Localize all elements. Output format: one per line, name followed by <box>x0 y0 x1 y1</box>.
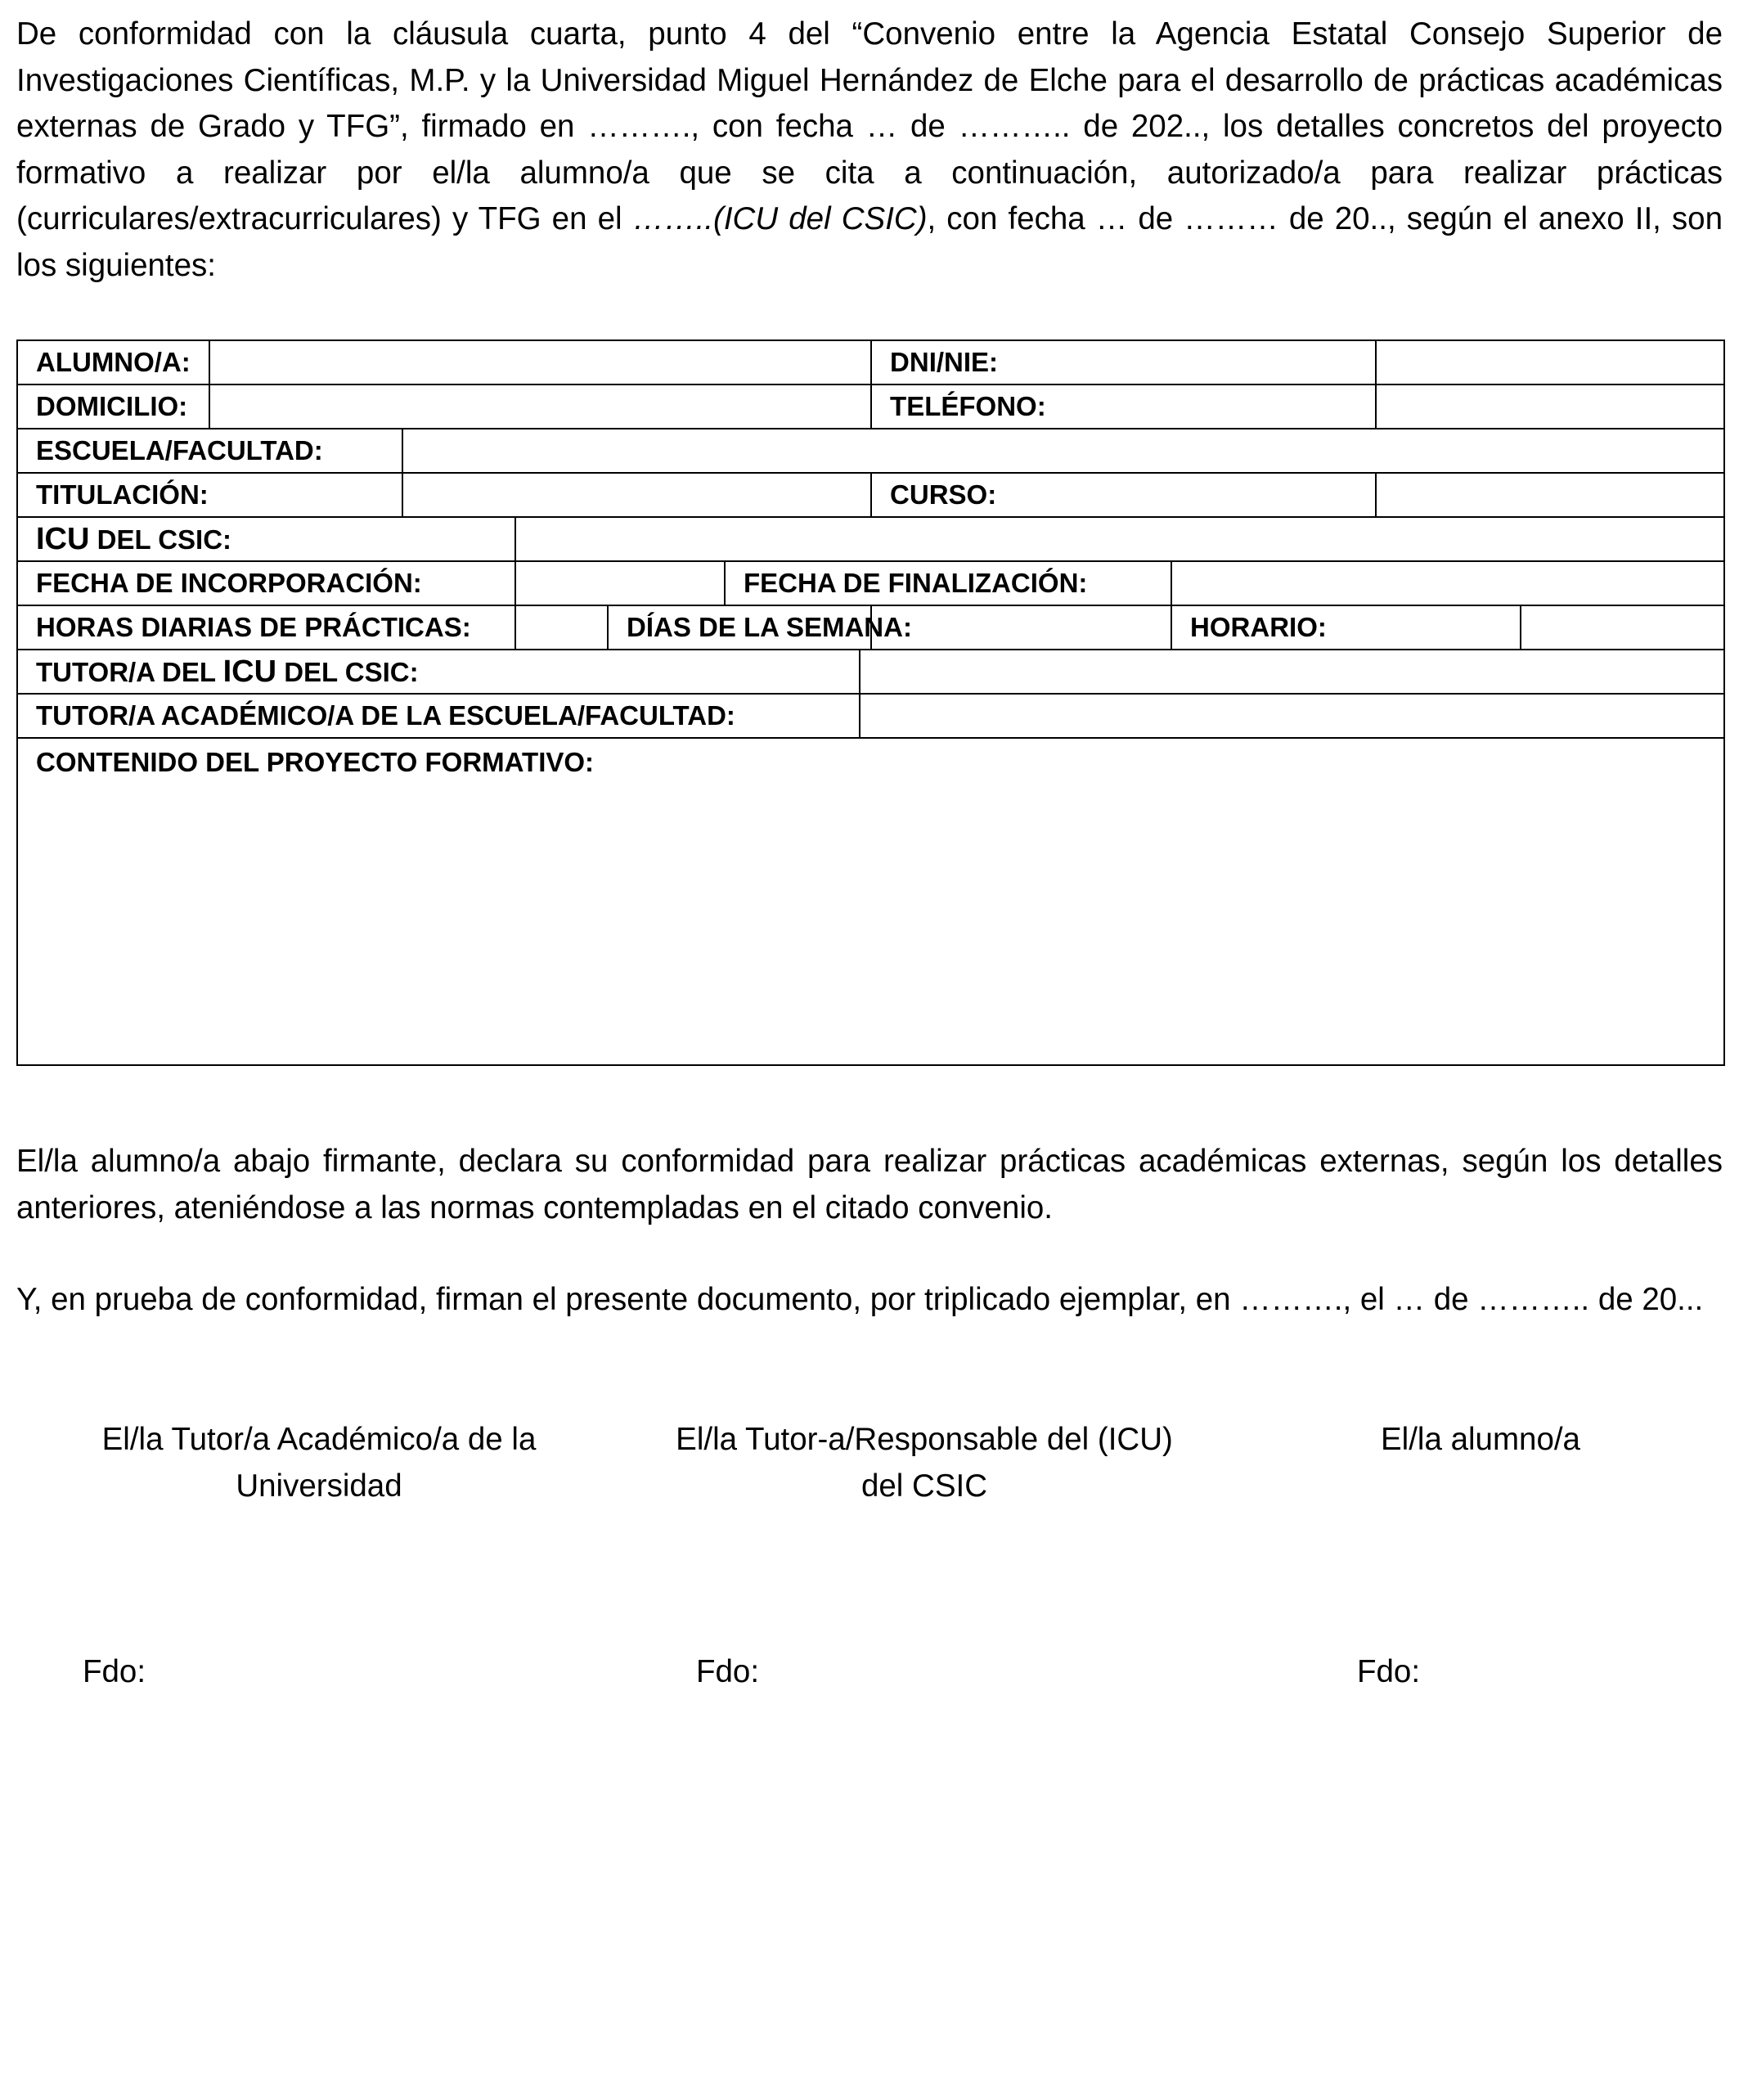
escuela-field[interactable] <box>402 429 1724 473</box>
icu-label <box>17 517 515 561</box>
curso-field[interactable] <box>1376 473 1724 517</box>
row-contenido <box>17 738 1724 1065</box>
intro-text-end: , con fecha … de ……… de 20.., según el anexo II, son los siguientes: <box>16 201 1723 283</box>
fdo-tutor-csic: Fdo: <box>696 1654 760 1689</box>
tutor-icu-prefix: TUTOR/A DEL <box>36 656 223 687</box>
signature-tutor-csic-line2: del CSIC <box>861 1468 988 1504</box>
dias-semana-label: DÍAS DE LA SEMANA: <box>608 605 871 650</box>
row-horas <box>17 605 1724 650</box>
row-fechas <box>17 561 1724 605</box>
tutor-icu-cap: ICU <box>222 654 277 689</box>
signature-tutor-academico-line2: Universidad <box>236 1468 402 1504</box>
fdo-alumno: Fdo: <box>1357 1654 1421 1689</box>
row-tutor-icu <box>17 650 1724 694</box>
row-tutor-academico <box>17 694 1724 738</box>
row-escuela <box>17 429 1724 473</box>
row-alumno <box>17 340 1724 384</box>
row-titulacion <box>17 473 1724 517</box>
icu-label-prefix: ICU <box>36 521 90 556</box>
horas-diarias-label: HORAS DIARIAS DE PRÁCTICAS: <box>17 605 515 650</box>
tutor-icu-field[interactable] <box>860 650 1724 694</box>
icu-label-suffix: DEL CSIC: <box>89 524 232 555</box>
agreement-paragraph: Y, en prueba de conformidad, firman el presente documento, por triplicado ejemplar, en ………., el … de ……….. de 20... <box>16 1282 1704 1317</box>
fecha-incorporacion-label: FECHA DE INCORPORACIÓN: <box>17 561 515 605</box>
tutor-academico-label: TUTOR/A ACADÉMICO/A DE LA ESCUELA/FACULTAD: <box>17 694 860 738</box>
tutor-academico-field[interactable] <box>860 694 1724 738</box>
dni-label: DNI/NIE: <box>871 340 1376 384</box>
alumno-label: ALUMNO/A: <box>17 340 209 384</box>
titulacion-label: TITULACIÓN: <box>17 473 402 517</box>
row-icu <box>17 517 1724 561</box>
titulacion-field[interactable] <box>402 473 871 517</box>
row-domicilio <box>17 384 1724 429</box>
signature-alumno-line1: El/la alumno/a <box>1381 1422 1580 1457</box>
icu-field[interactable] <box>515 517 1724 561</box>
domicilio-field[interactable] <box>209 384 871 429</box>
curso-label: CURSO: <box>871 473 1376 517</box>
fecha-incorporacion-field[interactable] <box>515 561 725 605</box>
signature-tutor-csic-line1: El/la Tutor-a/Responsable del (ICU) <box>676 1422 1173 1457</box>
horario-label: HORARIO: <box>1171 605 1521 650</box>
fdo-tutor-academico: Fdo: <box>83 1654 146 1689</box>
telefono-field[interactable] <box>1376 384 1724 429</box>
signature-tutor-academico-line1: El/la Tutor/a Académico/a de la <box>101 1422 537 1457</box>
intro-paragraph <box>16 11 1723 289</box>
contenido-label: CONTENIDO DEL PROYECTO FORMATIVO: <box>36 747 595 777</box>
telefono-label: TELÉFONO: <box>871 384 1376 429</box>
horas-diarias-field[interactable] <box>515 605 608 650</box>
tutor-icu-suffix: DEL CSIC: <box>276 656 419 687</box>
declaration-paragraph: El/la alumno/a abajo firmante, declara su conformidad para realizar prácticas académicas externas, según los detalles anteriores, ateniéndose a las normas contempladas en el citado convenio. <box>16 1144 1723 1225</box>
signature-tutor-academico <box>57 1417 581 1509</box>
alumno-field[interactable] <box>209 340 871 384</box>
intro-text-start: De conformidad con la cláusula cuarta, punto 4 del “Convenio entre la Agencia Estatal Consejo Superior de Investigaciones Científicas, M.P. y la Universidad Miguel Hernández de Elche para el desarrollo de prácticas académicas externas de Grado y TFG”, firmado en ………., con fecha … de ……….. de 202.., los detalles concretos del proyecto formativo a realizar por el/la alumno/a que se cita a continuación, autorizado/a para realizar prácticas (curriculares/extracurriculares) y TFG en el <box>16 16 1723 236</box>
contenido-proyecto-field[interactable] <box>17 738 1724 1065</box>
intro-italic-icu: ……..(ICU del CSIC) <box>632 201 928 236</box>
fecha-finalizacion-field[interactable] <box>1171 561 1724 605</box>
fecha-finalizacion-label: FECHA DE FINALIZACIÓN: <box>725 561 1171 605</box>
student-data-form <box>16 340 1725 1066</box>
escuela-label: ESCUELA/FACULTAD: <box>17 429 402 473</box>
dni-field[interactable] <box>1376 340 1724 384</box>
horario-field[interactable] <box>1521 605 1724 650</box>
tutor-icu-label <box>17 650 860 694</box>
signature-tutor-csic <box>630 1417 1219 1509</box>
signature-alumno <box>1333 1417 1628 1464</box>
dias-semana-field[interactable] <box>871 605 1171 650</box>
domicilio-label: DOMICILIO: <box>17 384 209 429</box>
